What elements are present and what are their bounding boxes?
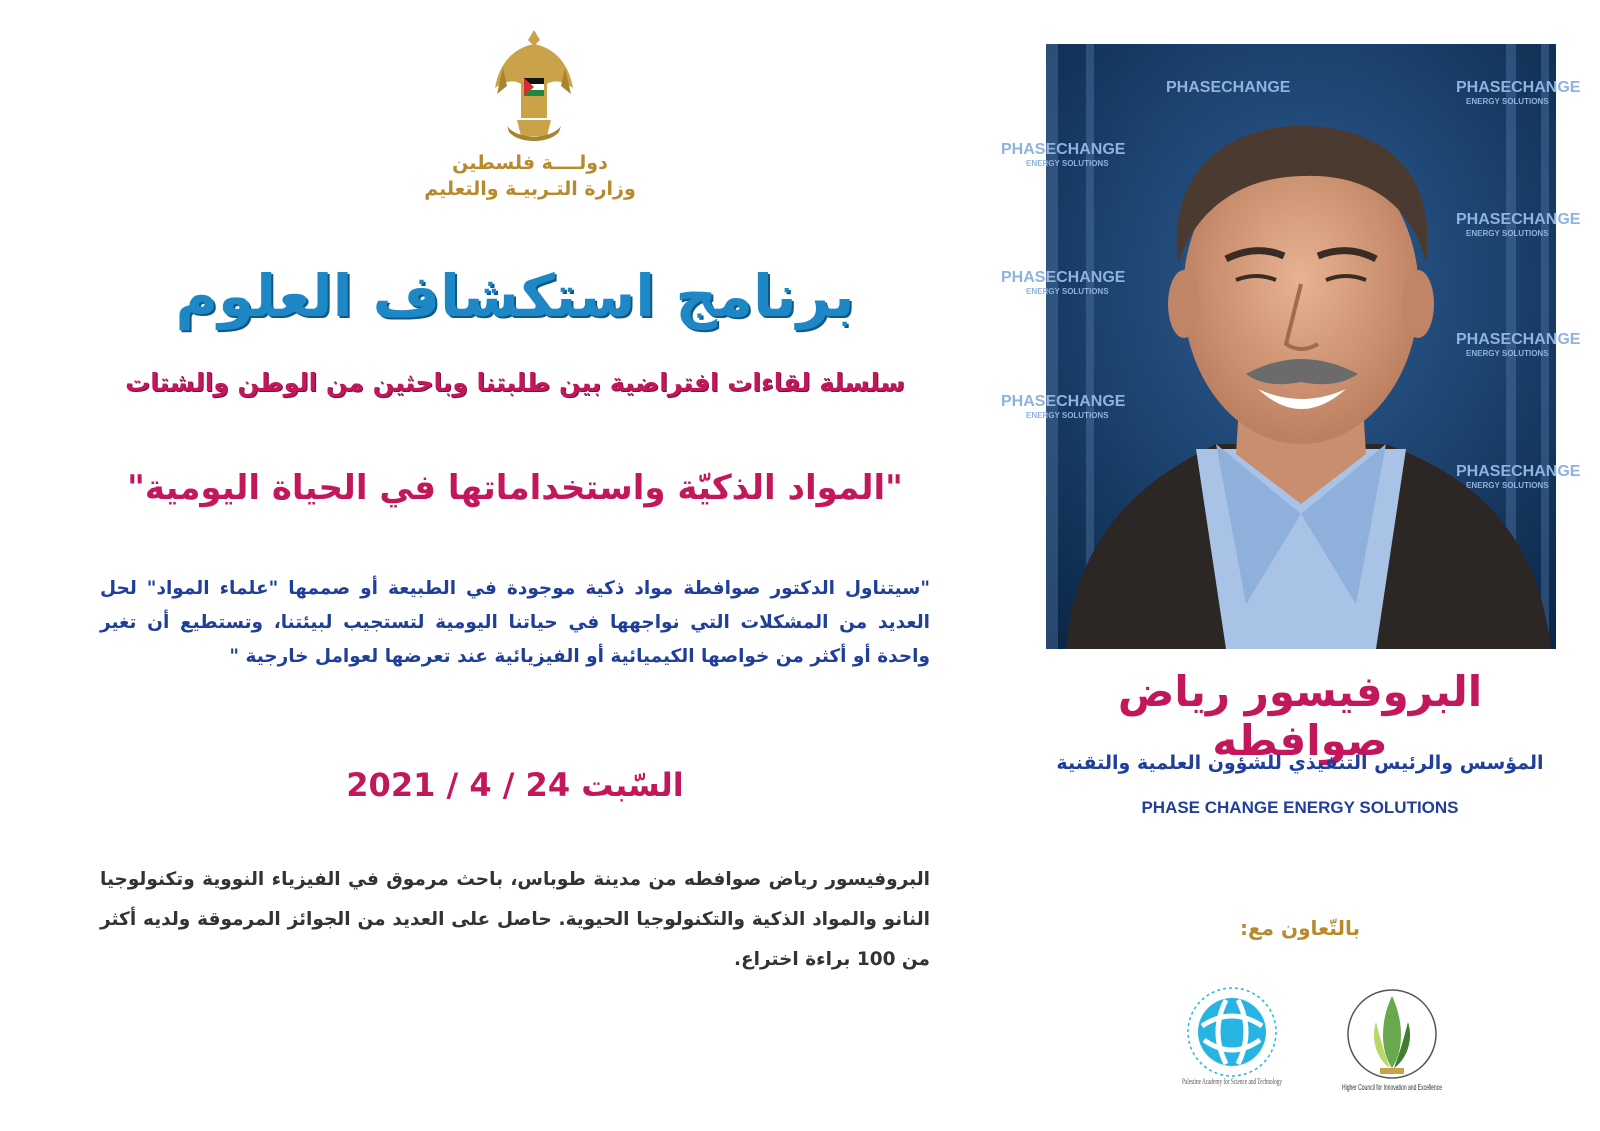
lecture-description: "سيتناول الدكتور صوافطة مواد ذكية موجودة في الطبيعة أو صممها "علماء المواد" لحل العديد من المشكلات التي نواجهها في حياتنا اليومية لتستجيب لبيئتنا، وتستطيع أن تغير واحدة أو أكثر من خواصها الكيميائية أو الفيزيائية عند تعرضها لعوامل خارجية " — [100, 578, 930, 667]
backdrop-brand-text: PHASECHANGE — [1166, 79, 1291, 96]
lecture-topic: "المواد الذكيّة واستخداماتها في الحياة اليومية" — [127, 468, 903, 508]
program-subtitle: سلسلة لقاءات افتراضية بين طلبتنا وباحثين من الوطن والشتات — [125, 368, 905, 397]
speaker-company: PHASE CHANGE ENERGY SOLUTIONS — [1141, 798, 1459, 817]
academy-logo-icon — [1180, 976, 1284, 1088]
council-logo-text: Higher Council for Innovation and Excellence — [1342, 1083, 1443, 1092]
backdrop-brand-text: PHASECHANGE — [1456, 331, 1581, 348]
speaker-role: المؤسس والرئيس التنفيذي للشؤون العلمية والتقنية — [1056, 752, 1544, 774]
speaker-bio: البروفيسور رياض صوافطه من مدينة طوباس، باحث مرموق في الفيزياء النووية وتكنولوجيا النانو والمواد الذكية والتكنولوجيا الحيوية. حاصل على العديد من الجوائز المرموقة ولديه أكثر من 100 براءة اختراع. — [100, 869, 930, 970]
backdrop-brand-text: PHASECHANGE — [1456, 79, 1581, 96]
backdrop-sub-text: ENERGY SOLUTIONS — [1026, 287, 1109, 296]
speaker-photo — [1001, 44, 1581, 649]
ministry-name: وزارة التـربيـة والتعليم — [424, 178, 636, 200]
program-title: برنامج استكشاف العلوم — [175, 262, 855, 330]
backdrop-brand-text: PHASECHANGE — [1456, 463, 1581, 480]
council-logo-icon — [1340, 976, 1444, 1094]
backdrop-sub-text: ENERGY SOLUTIONS — [1466, 97, 1549, 106]
country-name: دولــــة فلسطين — [452, 152, 608, 174]
backdrop-sub-text: ENERGY SOLUTIONS — [1466, 229, 1549, 238]
backdrop-sub-text: ENERGY SOLUTIONS — [1466, 349, 1549, 358]
backdrop-brand-text: PHASECHANGE — [1456, 211, 1581, 228]
backdrop-sub-text: ENERGY SOLUTIONS — [1026, 159, 1109, 168]
backdrop-brand-text: PHASECHANGE — [1001, 393, 1126, 410]
backdrop-brand-text: PHASECHANGE — [1001, 269, 1126, 286]
event-date: السّبت 24 / 4 / 2021 — [346, 766, 684, 804]
academy-logo-text: Palestine Academy for Science and Technology — [1182, 1077, 1282, 1086]
palestine-emblem-icon — [493, 28, 575, 146]
speaker-name: البروفيسور رياض صوافطه — [1117, 667, 1483, 765]
backdrop-sub-text: ENERGY SOLUTIONS — [1026, 411, 1109, 420]
backdrop-brand-text: PHASECHANGE — [1001, 141, 1126, 158]
backdrop-sub-text: ENERGY SOLUTIONS — [1466, 481, 1549, 490]
cooperation-label: بالتّعاون مع: — [1240, 916, 1360, 940]
ministry-heading — [420, 150, 640, 202]
